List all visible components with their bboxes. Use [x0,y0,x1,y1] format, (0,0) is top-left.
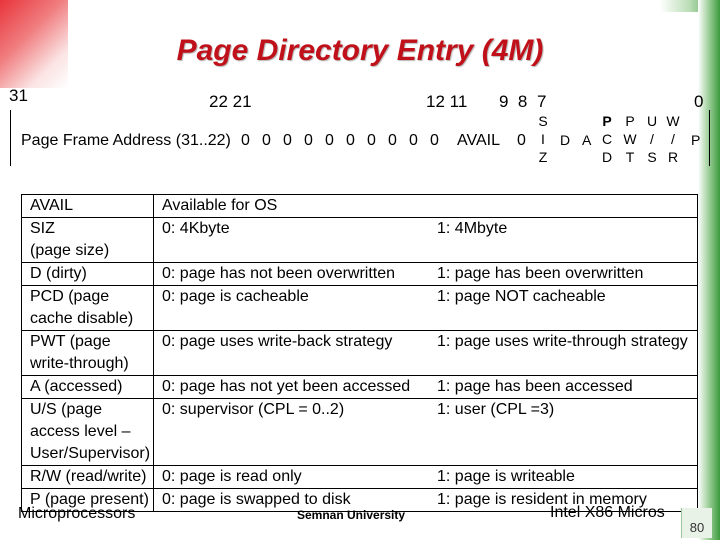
pwt-field [620,112,640,166]
zero-bit: 0 [367,132,376,149]
meaning-one: 1: user (CPL =3) [437,401,555,418]
field-name-cell [22,331,154,376]
bit-label-0: 0 [694,92,704,111]
p-field: P [691,132,701,148]
table-row [22,376,698,399]
pcd-field [597,112,617,166]
bit-label-7: 7 [537,92,547,111]
meaning-zero-cell [154,263,430,286]
meaning-one-cell [429,399,698,466]
field-name: R/W (read/write) [30,468,147,485]
table-row [22,399,698,466]
field-name: PCD (page cache disable) [30,288,134,327]
rw-letter: R [667,149,679,165]
slide-number: 80 [681,508,712,538]
siz-field [533,112,553,166]
field-name: P (page present) [30,491,149,508]
definitions-table [21,194,698,512]
meaning-one: 1: page NOT cacheable [437,288,606,305]
right-edge-decoration [698,0,720,540]
meaning-zero: 0: page has not been overwritten [162,265,396,282]
pwt-letter: W [623,131,637,147]
field-name: D (dirty) [30,265,87,282]
meaning-zero-cell [154,286,430,331]
field-name-cell [22,466,154,489]
pcd-letter: C [601,131,613,147]
bit-label-22-21: 22 21 [209,92,252,111]
zero-bit: 0 [346,132,355,149]
rw-letter: / [671,131,675,147]
field-name: U/S (page access level – User/Supervisor) [30,401,151,462]
meaning-one: 1: page uses write-through strategy [437,333,688,350]
pcd-letter: P [602,113,612,129]
meaning-one-cell [429,466,698,489]
bit8-field: 0 [517,132,526,149]
meaning-zero: 0: page is read only [162,468,302,485]
meaning-zero-cell [154,195,698,218]
meaning-zero: 0: page is swapped to disk [162,491,351,508]
frame-address-field: Page Frame Address (31..22) [21,132,231,149]
field-name-cell [22,376,154,399]
table-row [22,466,698,489]
bit-label-12-11: 12 11 [426,92,468,111]
meaning-zero: 0: page has not yet been accessed [162,378,411,395]
meaning-one: 1: page has been accessed [437,378,633,395]
meaning-zero-cell [154,376,430,399]
meaning-zero-cell [154,331,430,376]
bit-label-31: 31 [9,86,28,105]
field-name-cell [22,263,154,286]
footer-course: Microprocessors [18,505,136,522]
meaning-one-cell [429,263,698,286]
rw-letter: W [666,113,680,129]
zero-bit: 0 [283,132,292,149]
meaning-one-cell [429,286,698,331]
meaning-zero-cell [154,218,430,263]
us-field [642,112,662,166]
zero-bit: 0 [430,132,439,149]
meaning-one-cell [429,218,698,263]
pwt-letter: T [625,149,635,165]
field-name-cell [22,218,154,263]
a-field: A [582,132,592,148]
zero-bit: 0 [262,132,271,149]
siz-letter: Z [538,149,548,165]
field-name-cell [22,399,154,466]
meaning-zero: 0: 4Kbyte [162,220,230,237]
zero-bit: 0 [241,132,250,149]
pwt-letter: P [625,113,635,129]
avail-field: AVAIL [457,132,500,149]
table-row [22,286,698,331]
meaning-one: 1: 4Mbyte [437,220,508,237]
meaning-zero: 0: supervisor (CPL = 0..2) [162,401,345,418]
meaning-zero-cell [154,466,430,489]
meaning-one-cell [429,331,698,376]
table-row [22,218,698,263]
field-name-cell [22,286,154,331]
zero-bit: 0 [388,132,397,149]
meaning-one: 1: page is writeable [437,468,575,485]
us-letter: / [650,131,654,147]
meaning-one: 1: page is resident in memory [437,491,647,508]
register-layout [10,110,710,166]
footer-topic: Intel X86 Micros [550,504,665,521]
field-name: AVAIL [30,197,73,214]
zero-bit: 0 [304,132,313,149]
meaning-one: 1: page has been overwritten [437,265,644,282]
meaning-zero-cell [154,399,430,466]
table-row [22,195,698,218]
meaning-one-cell [429,376,698,399]
siz-letter: S [538,113,548,129]
pcd-letter: D [601,149,613,165]
zero-bit: 0 [325,132,334,149]
d-field: D [560,132,571,148]
us-letter: U [646,113,658,129]
meaning-zero: Available for OS [162,197,278,214]
meaning-zero: 0: page is cacheable [162,288,309,305]
field-name: PWT (page write-through) [30,333,129,372]
field-name: SIZ (page size) [30,220,110,259]
table-row [22,331,698,376]
field-name-cell [22,195,154,218]
footer-university: Semnan University [297,508,406,522]
siz-letter: I [541,131,545,147]
page-title: Page Directory Entry (4M) [176,34,544,67]
zero-bit: 0 [409,132,418,149]
table-row [22,263,698,286]
field-name: A (accessed) [30,378,123,395]
us-letter: S [647,149,657,165]
bit-label-9-8: 9 8 [499,92,528,111]
meaning-zero: 0: page uses write-back strategy [162,333,393,350]
rw-field [663,112,683,166]
